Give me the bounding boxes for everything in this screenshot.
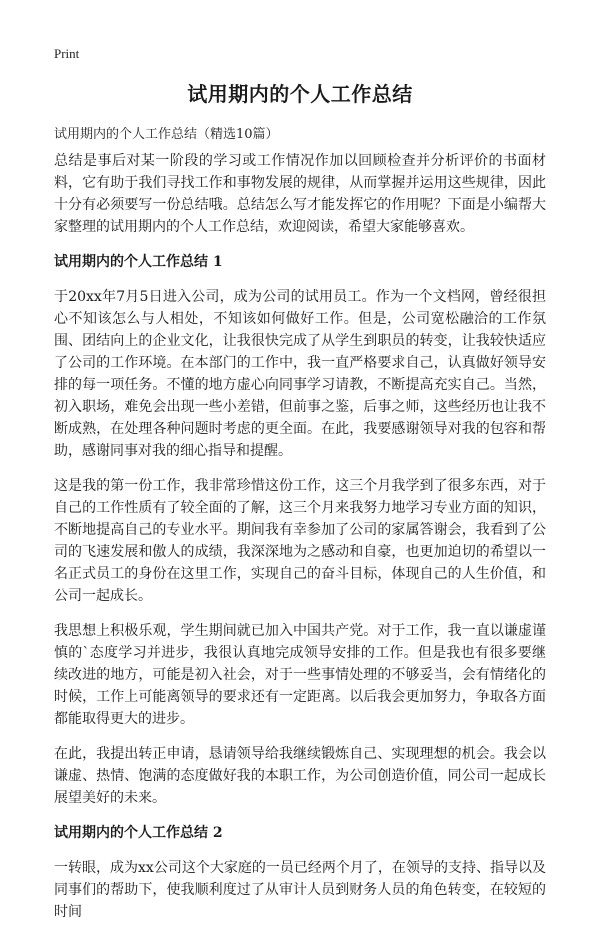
print-link[interactable]: Print	[54, 46, 80, 61]
document-subtitle: 试用期内的个人工作总结（精选10篇）	[54, 127, 279, 142]
section-heading: 试用期内的个人工作总结 1	[54, 254, 223, 270]
document-title: 试用期内的个人工作总结	[187, 82, 413, 106]
document-body	[54, 150, 546, 936]
body-paragraph: 在此，我提出转正申请，恳请领导给我继续锻炼自己、实现理想的机会。我会以谦虚、热情、饱满的态度做好我的本职工作，为公司创造价值，同公司一起成长展望美好的未来。	[54, 746, 546, 806]
body-paragraph: 于20xx年7月5日进入公司，成为公司的试用员工。作为一个文档网，曾经很担心不知该怎么与人相处，不知该如何做好工作。但是，公司宽松融洽的工作氛围、团结向上的企业文化，让我很快完成了从学生到职员的转变，让我较快适应了公司的工作环境。在本部门的工作中，我一直严格要求自己，认真做好领导安排的每一项任务。不懂的地方虚心向同事学习请教，不断提高充实自己。当然，初入职场，难免会出现一些小差错，但前事之鉴，后事之师，这些经历也让我不断成熟，在处理各种问题时考虑的更全面。在此，我要感谢领导对我的包容和帮助，感谢同事对我的细心指导和提醒。	[54, 289, 546, 459]
body-paragraph: 这是我的第一份工作，我非常珍惜这份工作，这三个月我学到了很多东西，对于自己的工作性质有了较全面的了解，这三个月来我努力地学习专业方面的知识，不断地提高自己的专业水平。期间我有幸参加了公司的家属答谢会，我看到了公司的飞速发展和傲人的成绩，我深深地为之感动和自豪，也更加迫切的希望以一名正式员工的身份在这里工作，实现自己的奋斗目标，体现自己的人生价值，和公司一起成长。	[54, 478, 546, 604]
body-paragraph: 一转眼，成为xx公司这个大家庭的一员已经两个月了，在领导的支持、指导以及同事们的帮助下，使我顺利度过了从审计人员到财务人员的角色转变，在较短的时间	[54, 860, 546, 920]
intro-paragraph: 总结是事后对某一阶段的学习或工作情况作加以回顾检查并分析评价的书面材料，它有助于我们寻找工作和事物发展的规律，从而掌握并运用这些规律，因此十分有必须要写一份总结哦。总结怎么写才能发挥它的作用呢？下面是小编帮大家整理的试用期内的个人工作总结，欢迎阅读，希望大家能够喜欢。	[54, 153, 546, 235]
body-paragraph: 我思想上积极乐观，学生期间就已加入中国共产党。对于工作，我一直以谦虚谨慎的`态度学习并进步，我很认真地完成领导安排的工作。但是我也有很多要继续改进的地方，可能是初入社会，对于一些事情处理的不够妥当，会有情绪化的时候，工作上可能离领导的要求还有一定距离。以后我会更加努力，争取各方面都能取得更大的进步。	[54, 623, 546, 727]
section-heading: 试用期内的个人工作总结 2	[54, 825, 223, 841]
